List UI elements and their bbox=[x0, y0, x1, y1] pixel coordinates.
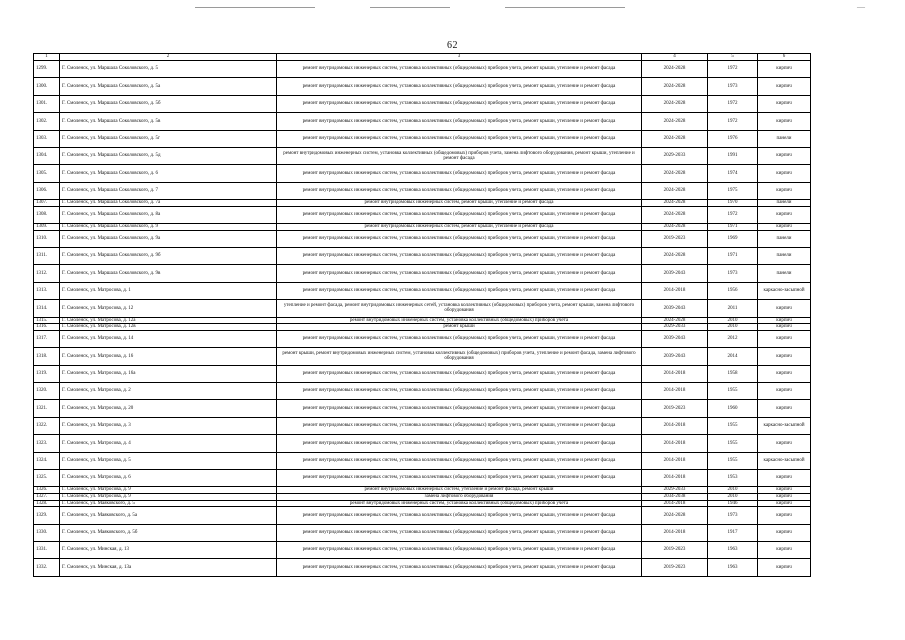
table-row bbox=[34, 493, 811, 500]
row-period: 2024-2028 bbox=[642, 95, 708, 112]
row-number: 1326. bbox=[34, 487, 60, 494]
row-period: 2014-2018 bbox=[642, 417, 708, 434]
row-works: ремонт внутридомовых инженерных систем, установка коллективных (общедомовых) приборов учета, ремонт крыши, утепление и ремонт фасада bbox=[277, 330, 642, 347]
row-number: 1319. bbox=[34, 365, 60, 382]
row-works: ремонт крыши bbox=[277, 324, 642, 331]
row-works: ремонт внутридомовых инженерных систем, установка коллективных (общедомовых) приборов учета, ремонт крыши, утепление и ремонт фасада bbox=[277, 95, 642, 112]
row-number: 1312. bbox=[34, 265, 60, 282]
row-number: 1316. bbox=[34, 324, 60, 331]
row-works: ремонт внутридомовых инженерных систем, ремонт крыши, утепление и ремонт фасада bbox=[277, 200, 642, 207]
top-rule-right bbox=[505, 7, 625, 8]
row-year: 1955 bbox=[708, 435, 758, 452]
row-works: ремонт внутридомовых инженерных систем, установка коллективных (общедомовых) приборов учета, ремонт крыши, утепление и ремонт фасада bbox=[277, 435, 642, 452]
row-year: 1963 bbox=[708, 541, 758, 558]
table-row bbox=[34, 417, 811, 434]
row-year: 1958 bbox=[708, 365, 758, 382]
row-wall-material: кирпич bbox=[758, 524, 811, 541]
row-period: 2024-2028 bbox=[642, 317, 708, 324]
table-row bbox=[34, 230, 811, 247]
row-year: 1955 bbox=[708, 417, 758, 434]
row-period: 2014-2018 bbox=[642, 365, 708, 382]
row-wall-material: кирпич bbox=[758, 541, 811, 558]
table-row bbox=[34, 507, 811, 524]
row-address: Г. Смоленск, ул. Маршала Соколовского, д. 7 bbox=[60, 182, 277, 199]
corner-mark: — bbox=[857, 2, 865, 11]
row-period: 2024-2028 bbox=[642, 130, 708, 147]
row-period: 2024-2028 bbox=[642, 200, 708, 207]
row-works: ремонт внутридомовых инженерных систем, установка коллективных (общедомовых) приборов учета, ремонт крыши, утепление и ремонт фасада bbox=[277, 452, 642, 469]
row-wall-material: кирпич bbox=[758, 324, 811, 331]
row-year: 1972 bbox=[708, 61, 758, 78]
row-wall-material: кирпич bbox=[758, 469, 811, 486]
row-number: 1303. bbox=[34, 130, 60, 147]
row-address: Г. Смоленск, ул. Маяковского, д. 5б bbox=[60, 524, 277, 541]
row-number: 1305. bbox=[34, 165, 60, 182]
row-period: 2024-2028 bbox=[642, 61, 708, 78]
table-header-row bbox=[34, 54, 811, 61]
row-wall-material: кирпич bbox=[758, 365, 811, 382]
row-address: Г. Смоленск, ул. Маршала Соколовского, д. 5б bbox=[60, 95, 277, 112]
row-number: 1309. bbox=[34, 224, 60, 231]
row-year: 2010 bbox=[708, 324, 758, 331]
table-row bbox=[34, 300, 811, 317]
row-address: Г. Смоленск, ул. Маршала Соколовского, д. 8а bbox=[60, 206, 277, 223]
row-number: 1313. bbox=[34, 282, 60, 299]
header-col-3: 3 bbox=[277, 54, 642, 61]
row-wall-material: кирпич bbox=[758, 224, 811, 231]
row-wall-material: кирпич bbox=[758, 507, 811, 524]
table-row bbox=[34, 95, 811, 112]
row-works: ремонт внутридомовых инженерных систем, установка коллективных (общедомовых) приборов учета, ремонт крыши, утепление и ремонт фасада bbox=[277, 541, 642, 558]
row-period: 2019-2023 bbox=[642, 230, 708, 247]
table-row bbox=[34, 113, 811, 130]
row-works: ремонт внутридомовых инженерных систем, установка коллективных (общедомовых) приборов учета, ремонт крыши, утепление и ремонт фасада bbox=[277, 61, 642, 78]
row-wall-material: панели bbox=[758, 230, 811, 247]
row-number: 1302. bbox=[34, 113, 60, 130]
row-year: 2011 bbox=[708, 300, 758, 317]
row-address: Г. Смоленск, ул. Матросова, д. 6 bbox=[60, 469, 277, 486]
row-number: 1322. bbox=[34, 417, 60, 434]
row-year: 1973 bbox=[708, 507, 758, 524]
row-works: ремонт внутридомовых инженерных систем, установка коллективных (общедомовых) приборов учета, ремонт крыши, утепление и ремонт фасада bbox=[277, 265, 642, 282]
row-number: 1323. bbox=[34, 435, 60, 452]
row-number: 1299. bbox=[34, 61, 60, 78]
row-period: 2029-2033 bbox=[642, 147, 708, 164]
row-period: 2024-2028 bbox=[642, 248, 708, 265]
row-wall-material: кирпич bbox=[758, 435, 811, 452]
header-col-6: 6 bbox=[758, 54, 811, 61]
row-works: ремонт внутридомовых инженерных систем, установка коллективных (общедомовых) приборов учета, ремонт крыши, утепление и ремонт фасада bbox=[277, 383, 642, 400]
row-wall-material: панели bbox=[758, 200, 811, 207]
table-row bbox=[34, 324, 811, 331]
row-number: 1304. bbox=[34, 147, 60, 164]
row-wall-material: панели bbox=[758, 248, 811, 265]
row-period: 2014-2018 bbox=[642, 435, 708, 452]
header-col-2: 2 bbox=[60, 54, 277, 61]
row-year: 1973 bbox=[708, 78, 758, 95]
row-wall-material: кирпич bbox=[758, 400, 811, 417]
row-period: 2024-2028 bbox=[642, 113, 708, 130]
row-works: ремонт крыши, ремонт внутридомовых инженерных систем, установка коллективных (общедомовых) приборов учета, утепление и ремонт фасада, замена лифтового оборудования bbox=[277, 348, 642, 365]
row-address: Г. Смоленск, ул. Маяковского, д. 5а bbox=[60, 507, 277, 524]
row-wall-material: панели bbox=[758, 130, 811, 147]
row-works: ремонт внутридомовых инженерных систем, установка коллективных (общедомовых) приборов учета, ремонт крыши, утепление и ремонт фасада bbox=[277, 469, 642, 486]
row-number: 1329. bbox=[34, 507, 60, 524]
table-row bbox=[34, 348, 811, 365]
row-wall-material: кирпич bbox=[758, 487, 811, 494]
row-period: 2014-2018 bbox=[642, 383, 708, 400]
row-number: 1325. bbox=[34, 469, 60, 486]
row-year: 2010 bbox=[708, 493, 758, 500]
row-wall-material: кирпич bbox=[758, 500, 811, 507]
row-year: 1971 bbox=[708, 248, 758, 265]
row-period: 2024-2028 bbox=[642, 165, 708, 182]
table-row bbox=[34, 200, 811, 207]
table-row bbox=[34, 282, 811, 299]
row-number: 1327. bbox=[34, 493, 60, 500]
row-period: 2039-2043 bbox=[642, 348, 708, 365]
row-number: 1331. bbox=[34, 541, 60, 558]
row-wall-material: кирпич bbox=[758, 165, 811, 182]
row-year: 1972 bbox=[708, 95, 758, 112]
table-row bbox=[34, 469, 811, 486]
row-works: ремонт внутридомовых инженерных систем, ремонт крыши, утепление и ремонт фасада bbox=[277, 224, 642, 231]
row-period: 2024-2028 bbox=[642, 206, 708, 223]
row-address: Г. Смоленск, ул. Матросова, д. 5 bbox=[60, 452, 277, 469]
row-address: Г. Смоленск, ул. Матросова, д. 4 bbox=[60, 435, 277, 452]
row-number: 1318. bbox=[34, 348, 60, 365]
registry-table-body bbox=[34, 54, 811, 577]
row-period: 2039-2043 bbox=[642, 265, 708, 282]
row-number: 1308. bbox=[34, 206, 60, 223]
row-works: ремонт внутридомовых инженерных систем, установка коллективных (общедомовых) приборов учета, ремонт крыши, утепление и ремонт фасада bbox=[277, 507, 642, 524]
row-address: Г. Смоленск, ул. Матросова, д. 12а bbox=[60, 317, 277, 324]
row-address: Г. Смоленск, ул. Матросова, д. 1 bbox=[60, 282, 277, 299]
header-col-1: 1 bbox=[34, 54, 60, 61]
table-row bbox=[34, 61, 811, 78]
header-col-4: 4 bbox=[642, 54, 708, 61]
row-works: утепление и ремонт фасада, ремонт внутридомовых инженерных сетей, установка коллективных (общедомовых) приборов учета, ремонт крыши, замена лифтового оборудования bbox=[277, 300, 642, 317]
row-year: 1971 bbox=[708, 224, 758, 231]
row-works: ремонт внутридомовых инженерных систем, установка коллективных (общедомовых) приборов учета, ремонт крыши, утепление и ремонт фасада bbox=[277, 182, 642, 199]
row-wall-material: кирпич bbox=[758, 330, 811, 347]
row-period: 2024-2028 bbox=[642, 224, 708, 231]
table-row bbox=[34, 500, 811, 507]
row-period: 2024-2028 bbox=[642, 182, 708, 199]
row-address: Г. Смоленск, ул. Матросова, д. 16 bbox=[60, 348, 277, 365]
table-row bbox=[34, 78, 811, 95]
row-address: Г. Смоленск, ул. Маршала Соколовского, д. 9в bbox=[60, 265, 277, 282]
row-works: замена лифтового оборудования bbox=[277, 493, 642, 500]
row-year: 1955 bbox=[708, 452, 758, 469]
row-address: Г. Смоленск, ул. Матросова, д. 16а bbox=[60, 365, 277, 382]
row-year: 2012 bbox=[708, 330, 758, 347]
row-address: Г. Смоленск, ул. Маршала Соколовского, д. 5а bbox=[60, 78, 277, 95]
row-year: 2010 bbox=[708, 487, 758, 494]
row-works: ремонт внутридомовых инженерных систем, установка коллективных (общедомовых) приборов учета, ремонт крыши, утепление и ремонт фасада bbox=[277, 282, 642, 299]
row-address: Г. Смоленск, ул. Маршала Соколовского, д. 5д bbox=[60, 147, 277, 164]
row-year: 1956 bbox=[708, 282, 758, 299]
row-wall-material: кирпич bbox=[758, 147, 811, 164]
top-rule-left bbox=[195, 7, 315, 8]
row-period: 2024-2028 bbox=[642, 78, 708, 95]
row-address: Г. Смоленск, ул. Маршала Соколовского, д. 5г bbox=[60, 130, 277, 147]
row-address: Г. Смоленск, ул. Матросова, д. 12 bbox=[60, 300, 277, 317]
row-works: ремонт внутридомовых инженерных систем, установка коллективных (общедомовых) приборов учета, ремонт крыши, утепление и ремонт фасада bbox=[277, 559, 642, 576]
row-year: 1970 bbox=[708, 200, 758, 207]
row-year: 1975 bbox=[708, 182, 758, 199]
row-period: 2039-2043 bbox=[642, 300, 708, 317]
row-wall-material: кирпич bbox=[758, 559, 811, 576]
row-address: Г. Смоленск, ул. Маршала Соколовского, д. 9а bbox=[60, 230, 277, 247]
row-number: 1301. bbox=[34, 95, 60, 112]
row-works: ремонт внутридомовых инженерных систем, установка коллективных (общедомовых) приборов учета, ремонт крыши, утепление и ремонт фасада bbox=[277, 400, 642, 417]
row-number: 1328. bbox=[34, 500, 60, 507]
row-period: 2034-2038 bbox=[642, 493, 708, 500]
row-year: 2010 bbox=[708, 317, 758, 324]
row-works: ремонт внутридомовых инженерных систем, установка коллективных (общедомовых) приборов учета, ремонт крыши, утепление и ремонт фасада bbox=[277, 165, 642, 182]
row-year: 1972 bbox=[708, 113, 758, 130]
row-year: 1974 bbox=[708, 165, 758, 182]
row-works: ремонт внутридомовых инженерных систем, установка коллективных (общедомовых) приборов учета, ремонт крыши, утепление и ремонт фасада bbox=[277, 230, 642, 247]
row-period: 2014-2018 bbox=[642, 452, 708, 469]
row-address: Г. Смоленск, ул. Маршала Соколовского, д. 5в bbox=[60, 113, 277, 130]
row-number: 1315. bbox=[34, 317, 60, 324]
table-row bbox=[34, 559, 811, 576]
row-period: 2014-2018 bbox=[642, 524, 708, 541]
row-period: 2014-2018 bbox=[642, 282, 708, 299]
row-address: Г. Смоленск, ул. Маршала Соколовского, д. 5 bbox=[60, 61, 277, 78]
table-row bbox=[34, 265, 811, 282]
table-row bbox=[34, 317, 811, 324]
row-year: 1955 bbox=[708, 383, 758, 400]
row-number: 1320. bbox=[34, 383, 60, 400]
row-wall-material: кирпич bbox=[758, 493, 811, 500]
row-address: Г. Смоленск, ул. Матросова, д. 12в bbox=[60, 324, 277, 331]
row-period: 2014-2018 bbox=[642, 500, 708, 507]
row-year: 1963 bbox=[708, 559, 758, 576]
row-year: 1972 bbox=[708, 206, 758, 223]
row-works: ремонт внутридомовых инженерных систем, установка коллективных (общедомовых) приборов учета, ремонт крыши, утепление и ремонт фасада bbox=[277, 248, 642, 265]
row-wall-material: кирпич bbox=[758, 383, 811, 400]
row-period: 2024-2028 bbox=[642, 507, 708, 524]
row-number: 1321. bbox=[34, 400, 60, 417]
row-year: 1991 bbox=[708, 147, 758, 164]
table-row bbox=[34, 130, 811, 147]
table-row bbox=[34, 487, 811, 494]
row-year: 1917 bbox=[708, 524, 758, 541]
row-address: Г. Смоленск, ул. Матросова, д. 3 bbox=[60, 417, 277, 434]
row-works: ремонт внутридомовых инженерных систем, установка коллективных (общедомовых) приборов учета, замена лифтового оборудования, ремонт крыши, утепление и ремонт фасада bbox=[277, 147, 642, 164]
row-wall-material: каркасно-засыпной bbox=[758, 282, 811, 299]
table-row bbox=[34, 524, 811, 541]
table-row bbox=[34, 452, 811, 469]
table-row bbox=[34, 541, 811, 558]
row-address: Г. Смоленск, ул. Минская, д. 13а bbox=[60, 559, 277, 576]
row-number: 1307. bbox=[34, 200, 60, 207]
table-row bbox=[34, 147, 811, 164]
row-wall-material: панели bbox=[758, 265, 811, 282]
row-year: 1946 bbox=[708, 500, 758, 507]
row-number: 1314. bbox=[34, 300, 60, 317]
row-address: Г. Смоленск, ул. Маршала Соколовского, д. 7а bbox=[60, 200, 277, 207]
header-col-5: 5 bbox=[708, 54, 758, 61]
row-period: 2029-2033 bbox=[642, 487, 708, 494]
row-works: ремонт внутридомовых инженерных систем, установка коллективных (общедомовых) приборов учета, ремонт крыши, утепление и ремонт фасада bbox=[277, 130, 642, 147]
row-number: 1310. bbox=[34, 230, 60, 247]
row-wall-material: кирпич bbox=[758, 317, 811, 324]
row-works: ремонт внутридомовых инженерных систем, установка коллективных (общедомовых) приборов учета, ремонт крыши, утепление и ремонт фасада bbox=[277, 206, 642, 223]
row-works: ремонт внутридомовых инженерных систем, установка коллективных (общедомовых) приборов учета, ремонт крыши, утепление и ремонт фасада bbox=[277, 78, 642, 95]
row-address: Г. Смоленск, ул. Маршала Соколовского, д. 6 bbox=[60, 165, 277, 182]
table-row bbox=[34, 383, 811, 400]
table-row bbox=[34, 206, 811, 223]
table-row bbox=[34, 400, 811, 417]
row-works: ремонт внутридомовых инженерных систем, установка коллективных (общедомовых) приборов учета bbox=[277, 500, 642, 507]
top-rule-mid bbox=[370, 7, 450, 8]
row-address: Г. Смоленск, ул. Маршала Соколовского, д. 9б bbox=[60, 248, 277, 265]
row-number: 1300. bbox=[34, 78, 60, 95]
table-row bbox=[34, 435, 811, 452]
row-period: 2019-2023 bbox=[642, 541, 708, 558]
row-works: ремонт внутридомовых инженерных систем, установка коллективных (общедомовых) приборов учета, ремонт крыши, утепление и ремонт фасада bbox=[277, 417, 642, 434]
row-address: Г. Смоленск, ул. Матросова, д. 9 bbox=[60, 493, 277, 500]
row-year: 1973 bbox=[708, 265, 758, 282]
table-row bbox=[34, 165, 811, 182]
table-row bbox=[34, 248, 811, 265]
table-row bbox=[34, 330, 811, 347]
table-row bbox=[34, 224, 811, 231]
row-period: 2019-2023 bbox=[642, 559, 708, 576]
table-row bbox=[34, 365, 811, 382]
row-wall-material: кирпич bbox=[758, 300, 811, 317]
row-number: 1317. bbox=[34, 330, 60, 347]
row-address: Г. Смоленск, ул. Матросова, д. 20 bbox=[60, 400, 277, 417]
row-works: ремонт внутридомовых инженерных систем, утепление и ремонт фасада, ремонт крыши bbox=[277, 487, 642, 494]
row-wall-material: кирпич bbox=[758, 348, 811, 365]
registry-table bbox=[33, 53, 811, 577]
row-address: Г. Смоленск, ул. Матросова, д. 14 bbox=[60, 330, 277, 347]
row-wall-material: кирпич bbox=[758, 182, 811, 199]
row-year: 1969 bbox=[708, 230, 758, 247]
row-number: 1330. bbox=[34, 524, 60, 541]
row-year: 1976 bbox=[708, 130, 758, 147]
row-year: 1960 bbox=[708, 400, 758, 417]
row-works: ремонт внутридомовых инженерных систем, установка коллективных (общедомовых) приборов учета, ремонт крыши, утепление и ремонт фасада bbox=[277, 365, 642, 382]
page-number: 62 bbox=[447, 40, 458, 51]
row-period: 2019-2023 bbox=[642, 400, 708, 417]
row-address: Г. Смоленск, ул. Матросова, д. 2 bbox=[60, 383, 277, 400]
row-wall-material: кирпич bbox=[758, 61, 811, 78]
row-address: Г. Смоленск, ул. Маяковского, д. 5 bbox=[60, 500, 277, 507]
row-works: ремонт внутридомовых инженерных систем, установка коллективных (общедомовых) приборов учета, ремонт крыши, утепление и ремонт фасада bbox=[277, 524, 642, 541]
row-number: 1306. bbox=[34, 182, 60, 199]
row-year: 1953 bbox=[708, 469, 758, 486]
row-wall-material: кирпич bbox=[758, 113, 811, 130]
row-wall-material: каркасно-засыпной bbox=[758, 452, 811, 469]
row-number: 1324. bbox=[34, 452, 60, 469]
row-number: 1332. bbox=[34, 559, 60, 576]
row-wall-material: кирпич bbox=[758, 95, 811, 112]
row-period: 2029-2033 bbox=[642, 324, 708, 331]
row-period: 2014-2018 bbox=[642, 469, 708, 486]
row-address: Г. Смоленск, ул. Минская, д. 13 bbox=[60, 541, 277, 558]
row-wall-material: кирпич bbox=[758, 78, 811, 95]
row-number: 1311. bbox=[34, 248, 60, 265]
row-wall-material: каркасно-засыпной bbox=[758, 417, 811, 434]
row-address: Г. Смоленск, ул. Маршала Соколовского, д. 9 bbox=[60, 224, 277, 231]
row-wall-material: кирпич bbox=[758, 206, 811, 223]
row-period: 2039-2043 bbox=[642, 330, 708, 347]
row-year: 2014 bbox=[708, 348, 758, 365]
table-row bbox=[34, 182, 811, 199]
row-address: Г. Смоленск, ул. Матросова, д. 9 bbox=[60, 487, 277, 494]
row-works: ремонт внутридомовых инженерных систем, установка коллективных (общедомовых) приборов учета bbox=[277, 317, 642, 324]
row-works: ремонт внутридомовых инженерных систем, установка коллективных (общедомовых) приборов учета, ремонт крыши, утепление и ремонт фасада bbox=[277, 113, 642, 130]
